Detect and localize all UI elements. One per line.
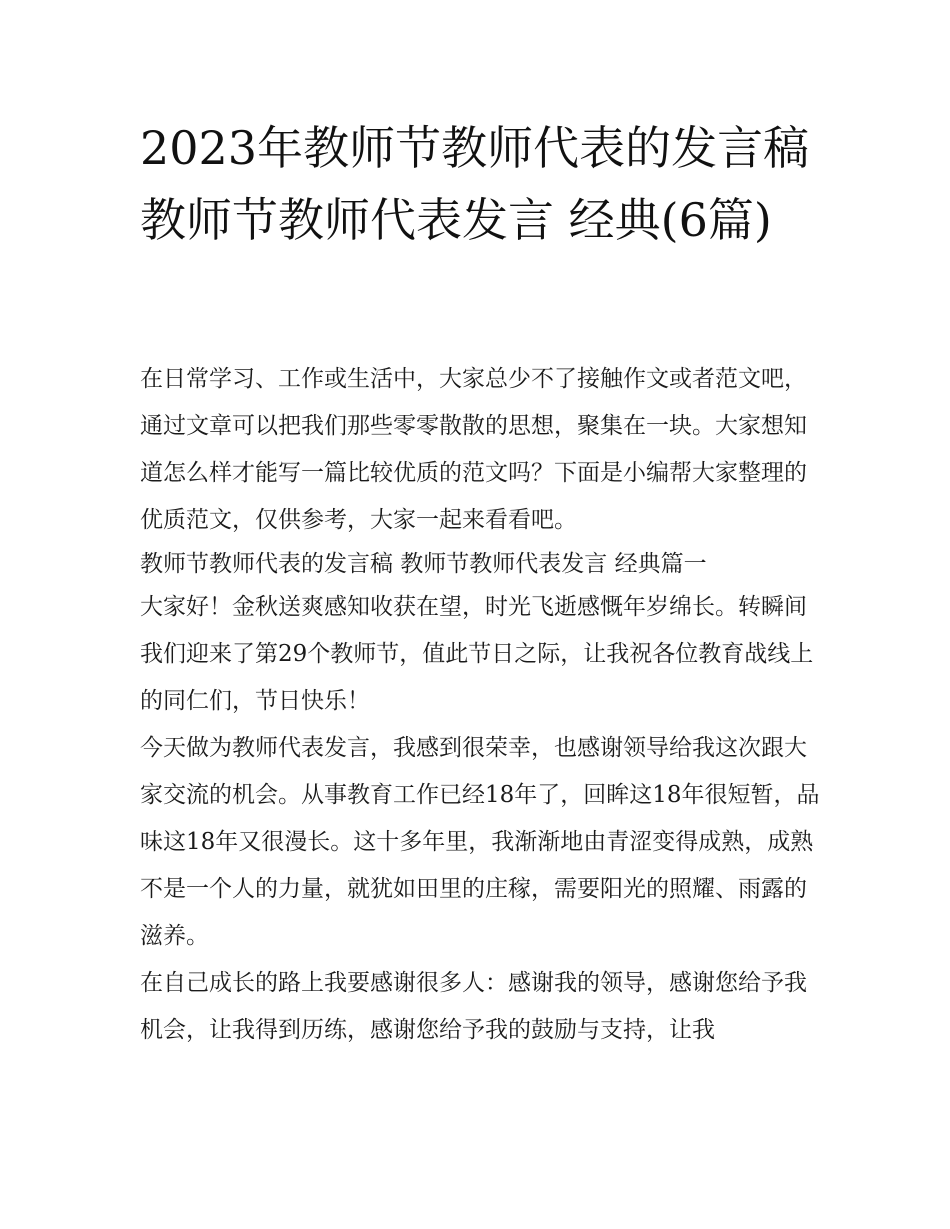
document-title: 2023年教师节教师代表的发言稿 教师节教师代表发言 经典(6篇)	[140, 121, 810, 247]
document-body	[140, 356, 820, 1054]
body-paragraph: 在自己成长的路上我要感谢很多人：感谢我的领导，感谢您给予我机会，让我得到历练，感谢您给予我的鼓励与支持，让我	[140, 970, 807, 1043]
section-heading: 教师节教师代表的发言稿 教师节教师代表发言 经典篇一	[140, 551, 707, 577]
intro-paragraph: 在日常学习、工作或生活中，大家总少不了接触作文或者范文吧，通过文章可以把我们那些零零散散的思想，聚集在一块。大家想知道怎么样才能写一篇比较优质的范文吗？下面是小编帮大家整理的优质范文，仅供参考，大家一起来看看吧。	[140, 366, 807, 533]
body-paragraph: 今天做为教师代表发言，我感到很荣幸，也感谢领导给我这次跟大家交流的机会。从事教育工作已经18年了，回眸这18年很短暂，品味这18年又很漫长。这十多年里，我渐渐地由青涩变得成熟，成熟不是一个人的力量，就犹如田里的庄稼，需要阳光的照耀、雨露的滋养。	[140, 735, 820, 949]
greeting-paragraph: 大家好！金秋送爽感知收获在望，时光飞逝感慨年岁绵长。转瞬间我们迎来了第29个教师节，值此节日之际，让我祝各位教育战线上的同仁们，节日快乐！	[140, 594, 814, 714]
